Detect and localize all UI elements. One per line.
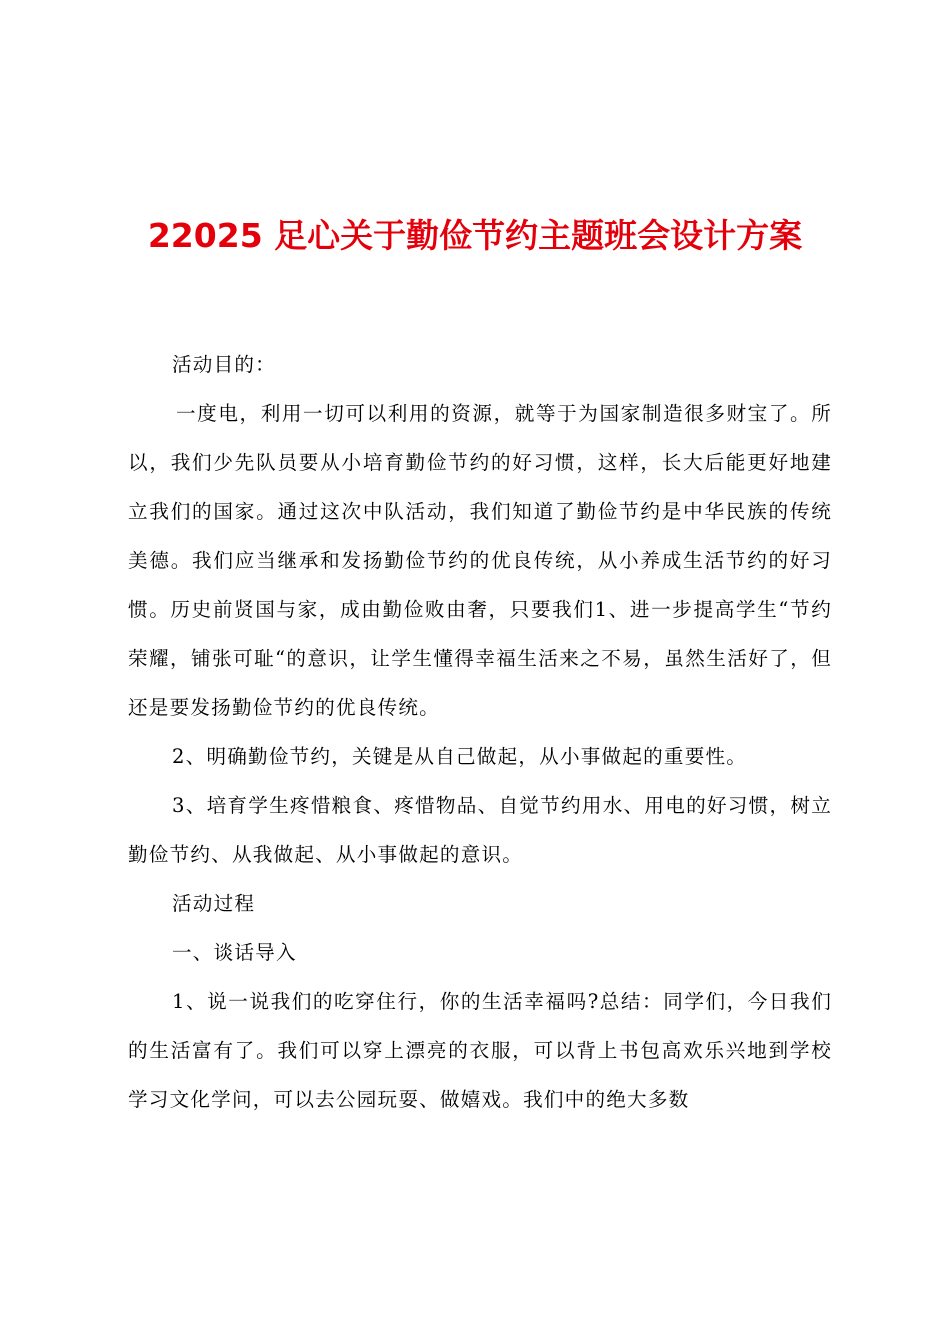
paragraph-activity-goal-heading: 活动目的： xyxy=(172,353,276,376)
paragraph-intro: 一度电，利用一切可以利用的资源，就等于为国家制造很多财宝了。所以，我们少先队员要从小培育勤俭节约的好习惯，这样，长大后能更好地建立我们的国家。通过这次中队活动，我们知道了勤俭节约是中华民族的传统美德。我们应当继承和发扬勤俭节约的优良传统，从小养成生活节约的好习惯。历史前贤国与家，成由勤俭败由奢，只要我们1、进一步提高学生“节约荣耀，铺张可耻“的意识，让学生懂得幸福生活来之不易，虽然生活好了，但还是要发扬勤俭节约的优良传统。 xyxy=(128,402,832,719)
document-title: 22025 足心关于勤俭节约主题班会设计方案 xyxy=(147,216,803,255)
paragraph-goal-2: 2、明确勤俭节约，关键是从自己做起，从小事做起的重要性。 xyxy=(172,745,748,768)
paragraph-talk-intro: 1、说一说我们的吃穿住行，你的生活幸福吗?总结：同学们，今日我们的生活富有了。我们可以穿上漂亮的衣服，可以背上书包高欢乐兴地到学校学习文化学问，可以去公园玩耍、做嬉戏。我们中的绝大多数 xyxy=(128,990,832,1111)
paragraph-goal-3: 3、培育学生疼惜粮食、疼惜物品、自觉节约用水、用电的好习惯，树立勤俭节约、从我做起、从小事做起的意识。 xyxy=(128,794,832,866)
paragraph-process-heading: 活动过程 xyxy=(172,892,256,915)
document-body xyxy=(128,340,832,1124)
paragraph-section-one-heading: 一、谈话导入 xyxy=(172,941,297,964)
